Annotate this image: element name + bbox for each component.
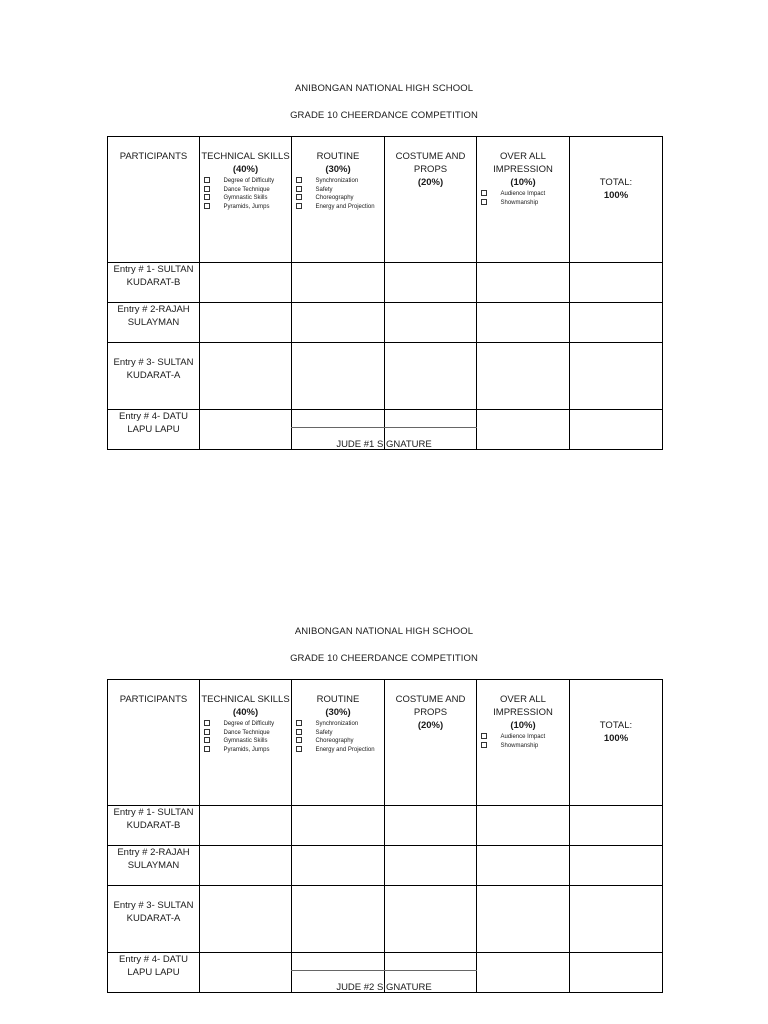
score-table [107,679,663,993]
technical-weight: (40%) [232,164,259,175]
checkbox-icon [481,733,487,739]
checkbox-icon [296,186,302,192]
criteria-label: Degree of Difficulty [223,721,275,727]
criteria-item [296,177,384,186]
costume-weight: (20%) [417,177,444,188]
technical-score-cell[interactable] [200,846,292,886]
routine-label: ROUTINE [316,151,360,162]
participant-name: Entry # 4- DATU LAPU LAPU [108,953,200,993]
criteria-item [204,729,291,738]
costume-score-cell[interactable] [385,846,477,886]
overall-score-cell[interactable] [477,886,570,953]
overall-score-cell[interactable] [477,303,570,343]
overall-impression-header [477,137,570,263]
total-score-cell[interactable] [570,806,663,846]
total-header [570,137,663,263]
criteria-item [296,746,384,755]
overall-score-cell[interactable] [477,846,570,886]
criteria-item [204,737,291,746]
overall-weight: (10%) [510,177,536,188]
checkbox-icon [204,720,210,726]
signature-line[interactable] [291,970,477,971]
overall-score-cell[interactable] [477,806,570,846]
technical-score-cell[interactable] [200,806,292,846]
criteria-label: Dance Technique [223,729,270,736]
checkbox-icon [296,203,302,209]
technical-score-cell[interactable] [200,886,292,953]
overall-score-cell[interactable] [477,343,570,410]
criteria-item [296,729,384,738]
table-row [108,846,663,886]
participant-name: Entry # 1- SULTAN KUDARAT-B [108,806,200,846]
overall-label: OVER ALL IMPRESSION [493,694,553,718]
costume-props-header [385,137,477,263]
total-score-cell[interactable] [570,886,663,953]
total-weight: 100% [603,733,629,744]
participant-name: Entry # 4- DATU LAPU LAPU [108,410,200,450]
criteria-label: Dance Technique [223,186,270,193]
checkbox-icon [296,746,302,752]
costume-score-cell[interactable] [385,886,477,953]
criteria-item [296,737,384,746]
participant-name: Entry # 2-RAJAH SULAYMAN [108,303,200,343]
costume-score-cell[interactable] [385,263,477,303]
participants-header [108,137,200,263]
overall-score-cell[interactable] [477,263,570,303]
criteria-label: Showmanship [500,199,539,206]
routine-score-cell[interactable] [292,303,385,343]
routine-label: ROUTINE [316,694,360,705]
criteria-item [481,742,569,751]
technical-skills-header [200,680,292,806]
participants-header-label: PARTICIPANTS [119,151,188,162]
header-row [108,137,663,263]
technical-criteria [200,177,291,211]
table-row [108,263,663,303]
routine-score-cell[interactable] [292,263,385,303]
criteria-label: Pyramids, Jumps [223,746,270,753]
routine-weight: (30%) [325,707,351,718]
criteria-label: Energy and Projection [315,203,375,210]
checkbox-icon [204,186,210,192]
criteria-label: Degree of Difficulty [223,178,275,184]
routine-criteria [292,720,384,754]
criteria-item [204,746,291,755]
criteria-label: Pyramids, Jumps [223,203,270,210]
competition-title: GRADE 10 CHEERDANCE COMPETITION [290,110,478,121]
technical-label: TECHNICAL SKILLS [201,694,290,705]
school-name: ANIBONGAN NATIONAL HIGH SCHOOL [294,626,474,637]
criteria-label: Synchronization [315,178,359,184]
criteria-label: Audience Impact [500,734,546,740]
signature-label: JUDE #2 SIGNATURE [336,982,432,993]
criteria-label: Gymnastic Skills [223,738,268,744]
checkbox-icon [481,742,487,748]
criteria-label: Synchronization [315,721,359,727]
participants-header [108,680,200,806]
checkbox-icon [296,177,302,183]
checkbox-icon [296,194,302,200]
checkbox-icon [204,177,210,183]
costume-label: COSTUME AND PROPS [395,694,466,718]
checkbox-icon [481,190,487,196]
checkbox-icon [204,194,210,200]
participant-name: Entry # 1- SULTAN KUDARAT-B [108,263,200,303]
total-label: TOTAL: [599,177,633,188]
table-row [108,303,663,343]
total-label: TOTAL: [599,720,633,731]
criteria-item [204,194,291,203]
participants-header-label: PARTICIPANTS [119,694,188,705]
total-score-cell[interactable] [570,263,663,303]
criteria-item [204,186,291,195]
checkbox-icon [204,746,210,752]
routine-criteria [292,177,384,211]
header-row [108,680,663,806]
criteria-label: Showmanship [500,742,539,749]
routine-score-cell[interactable] [292,806,385,846]
technical-label: TECHNICAL SKILLS [201,151,290,162]
costume-score-cell[interactable] [385,806,477,846]
total-score-cell[interactable] [570,343,663,410]
total-weight: 100% [603,190,629,201]
school-name: ANIBONGAN NATIONAL HIGH SCHOOL [294,83,474,94]
technical-criteria [200,720,291,754]
checkbox-icon [296,737,302,743]
criteria-label: Choreography [315,738,354,744]
criteria-item [481,190,569,199]
participant-name: Entry # 3- SULTAN KUDARAT-A [108,886,200,953]
score-table [107,136,663,450]
overall-criteria [477,733,569,750]
total-header [570,680,663,806]
total-score-cell[interactable] [570,846,663,886]
overall-weight: (10%) [510,720,536,731]
routine-score-cell[interactable] [292,343,385,410]
overall-impression-header [477,680,570,806]
signature-label: JUDE #1 SIGNATURE [336,439,432,450]
criteria-item [204,720,291,729]
criteria-label: Safety [315,186,333,193]
costume-weight: (20%) [417,720,444,731]
routine-score-cell[interactable] [292,886,385,953]
technical-weight: (40%) [232,707,259,718]
routine-header [292,680,385,806]
checkbox-icon [296,729,302,735]
checkbox-icon [481,199,487,205]
routine-header [292,137,385,263]
table-row [108,886,663,953]
technical-score-cell[interactable] [200,343,292,410]
routine-score-cell[interactable] [292,846,385,886]
overall-criteria [477,190,569,207]
technical-score-cell[interactable] [200,303,292,343]
criteria-item [481,733,569,742]
routine-weight: (30%) [325,164,351,175]
participant-name: Entry # 3- SULTAN KUDARAT-A [108,343,200,410]
criteria-item [296,720,384,729]
criteria-label: Audience Impact [500,191,546,197]
checkbox-icon [204,737,210,743]
costume-props-header [385,680,477,806]
competition-title: GRADE 10 CHEERDANCE COMPETITION [290,653,478,664]
costume-score-cell[interactable] [385,343,477,410]
checkbox-icon [204,729,210,735]
table-row [108,806,663,846]
checkbox-icon [204,203,210,209]
technical-skills-header [200,137,292,263]
criteria-item [296,194,384,203]
criteria-item [296,186,384,195]
criteria-item [204,203,291,212]
signature-line[interactable] [291,427,477,428]
criteria-label: Safety [315,729,333,736]
criteria-item [204,177,291,186]
technical-score-cell[interactable] [200,263,292,303]
overall-label: OVER ALL IMPRESSION [493,151,553,175]
costume-score-cell[interactable] [385,303,477,343]
criteria-item [481,199,569,208]
participant-name: Entry # 2-RAJAH SULAYMAN [108,846,200,886]
criteria-label: Gymnastic Skills [223,195,268,201]
criteria-item [296,203,384,212]
costume-label: COSTUME AND PROPS [395,151,466,175]
checkbox-icon [296,720,302,726]
table-row [108,343,663,410]
criteria-label: Energy and Projection [315,746,375,753]
criteria-label: Choreography [315,195,354,201]
total-score-cell[interactable] [570,303,663,343]
